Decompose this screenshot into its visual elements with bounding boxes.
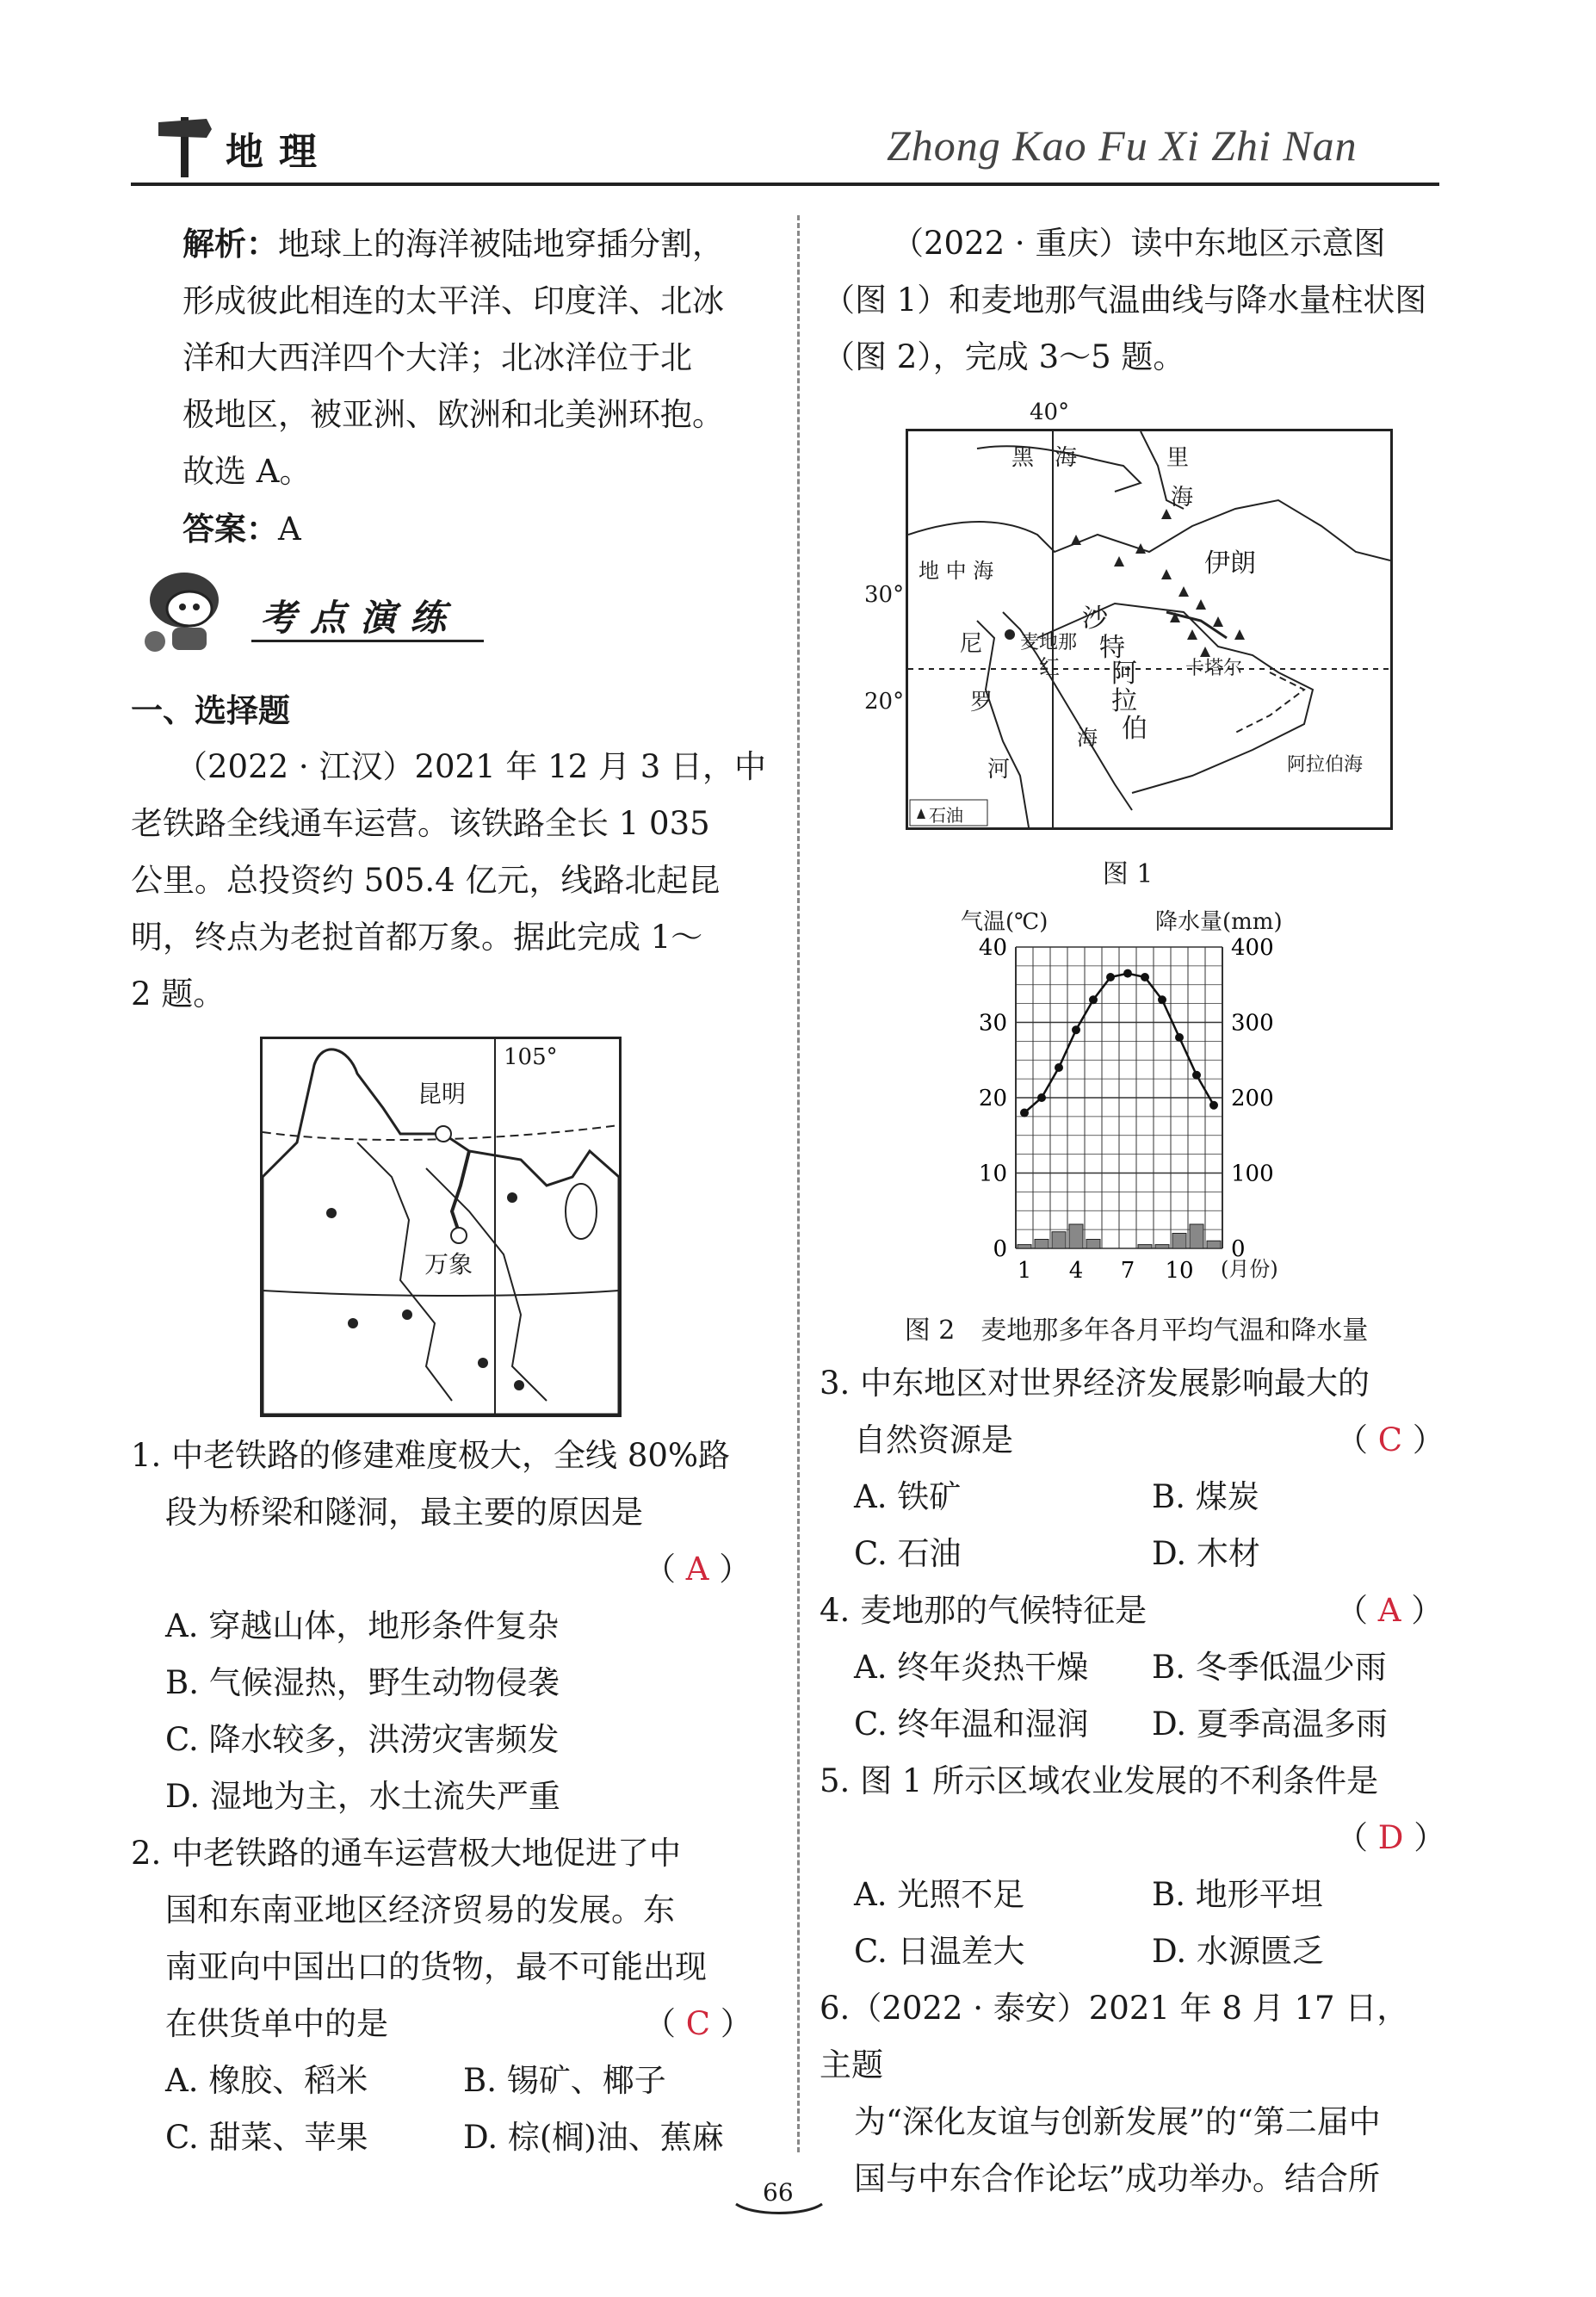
map2-legend: 石油: [929, 805, 963, 826]
temperature-point: [1020, 1109, 1029, 1118]
precip-bar: [1172, 1234, 1186, 1249]
passage-line: （图 2），完成 3～5 题。: [823, 338, 1185, 375]
temperature-point: [1123, 969, 1132, 978]
question-line: 在供货单中的是: [165, 2005, 388, 2042]
page-number: 66: [763, 2178, 794, 2207]
mascot-icon: [131, 564, 251, 659]
question-1: [131, 1427, 768, 1541]
q2-option-b: B. 锡矿、椰子: [463, 2062, 666, 2099]
x-tick-label: 1: [1017, 1258, 1032, 1284]
right-tick-label: 400: [1231, 935, 1274, 961]
q3-option-d: D. 木材: [1152, 1535, 1260, 1572]
map2-nile-2: 罗: [970, 690, 993, 715]
q4-answer-bracket: （ A ）: [1336, 1592, 1444, 1629]
option-a: A. 穿越山体，地形条件复杂: [165, 1607, 560, 1644]
right-tick-label: 200: [1231, 1086, 1274, 1111]
map1-city-kunming: 昆明: [418, 1080, 467, 1108]
option-b: B. 气候湿热，野生动物侵袭: [165, 1664, 560, 1701]
temperature-point: [1089, 995, 1098, 1004]
map1-longitude: 105°: [504, 1044, 558, 1070]
map2-red-sea-2: 海: [1077, 726, 1098, 750]
q5-option-d: D. 水源匮乏: [1152, 1933, 1324, 1970]
badge-underline: [251, 640, 484, 642]
header-rule: [131, 183, 1439, 186]
right-tick-label: 300: [1231, 1010, 1274, 1037]
analysis-label: 解析：: [182, 225, 278, 263]
precip-bar: [1190, 1224, 1203, 1248]
map2-black-sea-2: 海: [1055, 445, 1078, 471]
map2-saudi: 拉: [1111, 686, 1137, 716]
answer-value: A: [278, 511, 301, 548]
map-middle-east: [906, 429, 1393, 830]
precip-bar: [1086, 1240, 1100, 1249]
question-4: 4. 麦地那的气候特征是: [820, 1592, 1148, 1629]
analysis-line: 极地区，被亚洲、欧洲和北美洲环抱。: [182, 396, 724, 433]
analysis-line: 形成彼此相连的太平洋、印度洋、北冰: [182, 282, 724, 319]
map2-med: 地 中 海: [919, 559, 994, 583]
question-line: 1. 中老铁路的修建难度极大，全线 80%路: [131, 1437, 731, 1474]
running-title: Zhong Kao Fu Xi Zhi Nan: [887, 121, 1358, 170]
passage-line: 明，终点为老挝首都万象。据此完成 1～: [131, 919, 703, 956]
question-line: 段为桥梁和隧洞，最主要的原因是: [165, 1494, 643, 1531]
chart-right-axis-label: 降水量(mm): [1155, 909, 1283, 935]
question-6: [820, 1980, 1439, 2207]
map2-lat20-label: 20°: [864, 689, 905, 715]
answer-label: 答案：: [182, 510, 278, 548]
temperature-point: [1158, 995, 1166, 1004]
q5-option-a: A. 光照不足: [854, 1876, 1025, 1913]
map2-saudi: 特: [1099, 633, 1125, 663]
question-line: 国与中东合作论坛”成功举办。结合所: [854, 2160, 1380, 2197]
header-logo: [155, 110, 215, 179]
passage-line: 老铁路全线通车运营。该铁路全长 1 035: [131, 805, 710, 842]
q2-option-a: A. 橡胶、稻米: [165, 2062, 368, 2099]
q3-option-b: B. 煤炭: [1152, 1478, 1259, 1515]
q4-answer: A: [1377, 1592, 1401, 1629]
map2-red-sea-1: 红: [1039, 655, 1060, 679]
q2-option-d: D. 棕(榈)油、蕉麻: [463, 2119, 724, 2156]
q5-option-c: C. 日温差大: [854, 1933, 1025, 1970]
map2-iran: 伊朗: [1204, 548, 1256, 579]
option-c: C. 降水较多，洪涝灾害频发: [165, 1721, 560, 1758]
passage-line: （2022 · 江汉）2021 年 12 月 3 日，中: [176, 748, 767, 785]
q4-option-c: C. 终年温和湿润: [854, 1706, 1089, 1743]
right-tick-label: 100: [1231, 1161, 1274, 1187]
x-tick-label: 7: [1120, 1258, 1135, 1284]
q3-option-c: C. 石油: [854, 1535, 962, 1572]
map2-nile-3: 河: [987, 757, 1011, 783]
map2-saudi: 阿: [1111, 659, 1137, 689]
analysis-block: [182, 215, 768, 558]
passage-1: [131, 739, 768, 1023]
temperature-point: [1141, 973, 1149, 981]
q1-answer-bracket: （ A ）: [644, 1551, 752, 1588]
option-d: D. 湿地为主，水土流失严重: [165, 1778, 560, 1815]
q4-option-d: D. 夏季高温多雨: [1152, 1706, 1388, 1743]
map2-nile-1: 尼: [960, 631, 983, 657]
temperature-point: [1209, 1101, 1218, 1110]
map1-city-vientiane: 万象: [424, 1246, 473, 1280]
question-line: 6.（2022 · 泰安）2021 年 8 月 17 日，主题: [820, 1990, 1409, 2083]
x-tick-label: 10: [1165, 1258, 1194, 1284]
precip-bar: [1052, 1232, 1066, 1248]
map2-black-sea-1: 黑: [1011, 445, 1035, 471]
passage-2: [823, 215, 1443, 386]
section-badge: [131, 564, 492, 659]
question-line: 为“深化友谊与创新发展”的“第二届中: [854, 2103, 1381, 2140]
precip-bar: [1207, 1241, 1221, 1248]
q2-option-c: C. 甜菜、苹果: [165, 2119, 368, 2156]
q4-option-b: B. 冬季低温少雨: [1152, 1649, 1387, 1686]
section-heading: 一、选择题: [131, 691, 290, 729]
map2-lat30-label: 30°: [864, 582, 905, 608]
temperature-point: [1037, 1093, 1046, 1102]
precip-bar: [1035, 1240, 1049, 1249]
x-tick-label: 4: [1068, 1258, 1084, 1284]
left-tick-label: 20: [978, 1086, 1007, 1111]
precip-bar: [1069, 1224, 1083, 1248]
map2-arabian-sea: 阿拉伯海: [1287, 754, 1364, 776]
climate-chart: [947, 904, 1308, 1300]
signpost-icon: [155, 110, 215, 179]
temperature-point: [1192, 1071, 1201, 1080]
q4-option-a: A. 终年炎热干燥: [854, 1649, 1089, 1686]
q3-option-a: A. 铁矿: [854, 1478, 962, 1515]
chart-x-label: (月份): [1221, 1257, 1278, 1281]
precip-bar: [1018, 1245, 1031, 1248]
map2-saudi: 沙: [1082, 604, 1108, 634]
q2-answer: C: [685, 2005, 711, 2042]
analysis-line: 故选 A。: [182, 453, 312, 490]
q5-option-b: B. 地形平坦: [1152, 1876, 1323, 1913]
passage-line: （图 1）和麦地那气温曲线与降水量柱状图: [823, 282, 1427, 319]
map2-caspian-2: 海: [1171, 485, 1194, 511]
question-line: 国和东南亚地区经济贸易的发展。东: [165, 1891, 675, 1929]
temperature-point: [1175, 1033, 1184, 1042]
left-tick-label: 10: [978, 1161, 1007, 1187]
map-laos-railway: [260, 1037, 622, 1417]
temperature-point: [1106, 973, 1115, 981]
question-line: 自然资源是: [854, 1421, 1013, 1458]
column-divider: [797, 215, 800, 2152]
left-tick-label: 30: [978, 1010, 1007, 1037]
page-number-badge: [732, 2178, 826, 2220]
analysis-line: 洋和大西洋四个大洋；北冰洋位于北: [182, 339, 692, 376]
q5-answer: D: [1377, 1819, 1404, 1856]
passage-line: 2 题。: [131, 975, 226, 1012]
map2-caspian-1: 里: [1166, 445, 1190, 471]
q3-answer: C: [1377, 1421, 1403, 1458]
analysis-line: 地球上的海洋被陆地穿插分割，: [278, 226, 724, 263]
q3-answer-bracket: （ C ）: [1336, 1421, 1444, 1458]
question-5: 5. 图 1 所示区域农业发展的不利条件是: [820, 1762, 1379, 1799]
passage-line: （2022 · 重庆）读中东地区示意图: [892, 225, 1386, 262]
map2-lon-label: 40°: [1030, 399, 1070, 425]
temperature-point: [1055, 1063, 1063, 1072]
map2-medina: 麦地那: [1020, 632, 1078, 653]
passage-line: 公里。总投资约 505.4 亿元，线路北起昆: [131, 862, 721, 899]
temperature-point: [1072, 1025, 1080, 1034]
chart-caption: 图 2 麦地那多年各月平均气温和降水量: [904, 1316, 1369, 1346]
q5-answer-bracket: （ D ）: [1336, 1819, 1446, 1856]
q1-answer: A: [685, 1551, 709, 1588]
climate-chart-svg: [947, 904, 1308, 1300]
section-badge-text: 考点演练: [260, 597, 461, 639]
left-tick-label: 0: [993, 1236, 1007, 1262]
question-line: 3. 中东地区对世界经济发展影响最大的: [820, 1365, 1370, 1402]
subject-title: 地理: [226, 130, 332, 174]
map2-saudi: 伯: [1122, 714, 1148, 744]
precip-bar: [1138, 1245, 1152, 1248]
map2-qatar: 卡塔尔: [1185, 658, 1243, 679]
map2-caption: 图 1: [1102, 859, 1154, 889]
question-line: 2. 中老铁路的通车运营极大地促进了中: [131, 1835, 682, 1872]
q1-options: [165, 1598, 768, 1825]
right-tick-label: 0: [1231, 1236, 1246, 1262]
question-line: 南亚向中国出口的货物，最不可能出现: [165, 1948, 707, 1985]
precip-bar: [1155, 1245, 1169, 1248]
q2-answer-bracket: （ C ）: [644, 2005, 752, 2042]
chart-left-axis-label: 气温(℃): [961, 909, 1049, 935]
left-tick-label: 40: [978, 935, 1007, 961]
